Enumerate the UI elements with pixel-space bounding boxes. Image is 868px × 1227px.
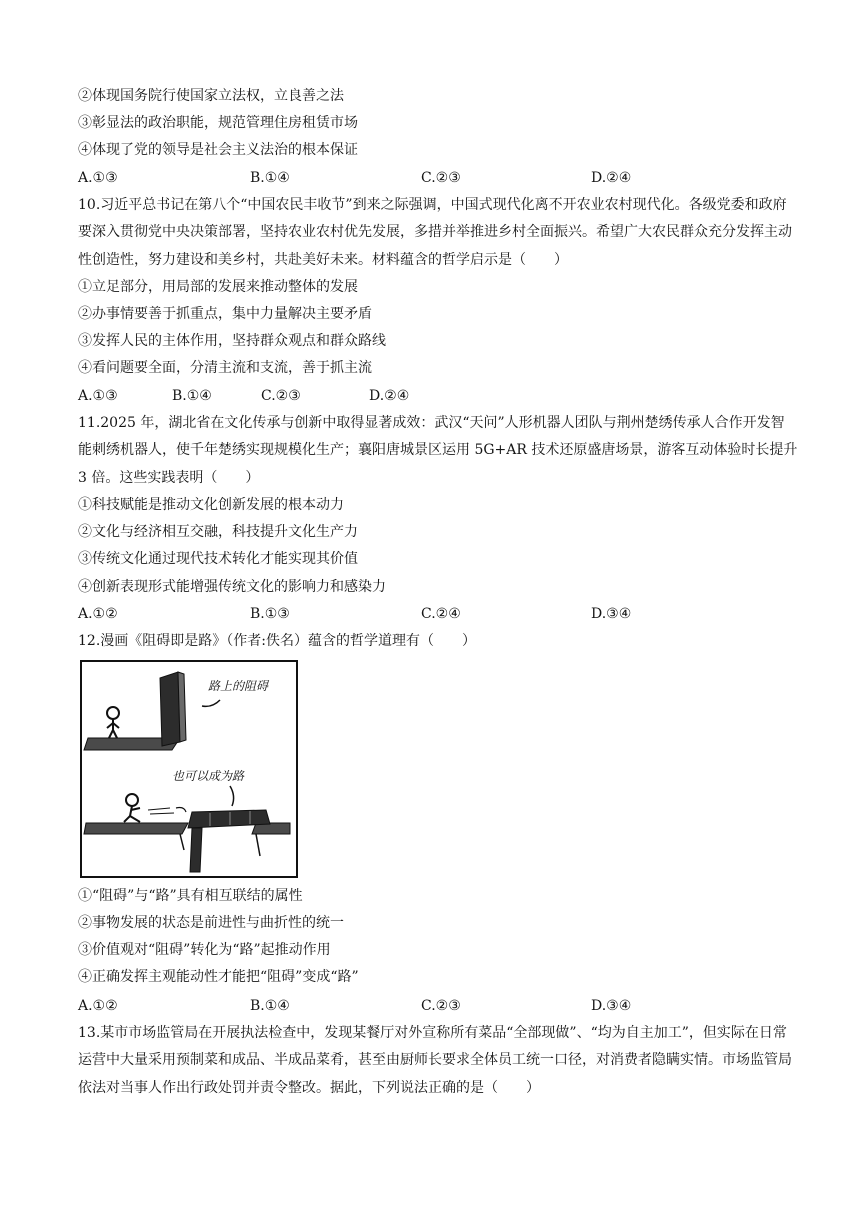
q11-option-d: D.③④ (591, 606, 632, 622)
q11-stem: 11.2025 年，湖北省在文化传承与创新中取得显著成效：武汉“天问”人形机器人团队与荆州楚绣传承人合作开发智能刺绣机器人，使千年楚绣实现规模化生产；襄阳唐城景区运用 5G+AR 技术还原盛唐场景，游客互动体验时长提升 3 倍。这些实践表明（ ） (78, 415, 798, 486)
q9-options (78, 168, 798, 188)
q12-option-d: D.③④ (591, 998, 632, 1014)
q9-option-d: D.②④ (591, 170, 632, 186)
q9-option-b: B.①④ (250, 170, 290, 186)
q9-option-c: C.②③ (421, 170, 461, 186)
q10-stem: 10.习近平总书记在第八个“中国农民丰收节”到来之际强调，中国式现代化离不开农业农村现代化。各级党委和政府要深入贯彻党中央决策部署，坚持农业农村优先发展，多措并举推进乡村全面振兴。希望广大农民群众充分发挥主动性创造性，努力建设和美乡村，共赴美好未来。材料蕴含的哲学启示是（ ） (78, 197, 792, 268)
q10-options (78, 386, 798, 406)
q10-item-1: ①立足部分，用局部的发展来推动整体的发展 (78, 279, 358, 295)
q9-item-3: ③彰显法的政治职能，规范管理住房租赁市场 (78, 115, 358, 131)
q10-option-a: A.①③ (78, 388, 118, 404)
q11-option-b: B.①③ (250, 606, 290, 622)
q12-item-2: ②事物发展的状态是前进性与曲折性的统一 (78, 915, 344, 931)
q12-item-4: ④正确发挥主观能动性才能把“阻碍”变成“路” (78, 969, 359, 985)
q10-item-4: ④看问题要全面，分清主流和支流，善于抓主流 (78, 360, 372, 376)
q12-option-b: B.①④ (250, 998, 290, 1014)
q11-option-a: A.①② (78, 606, 118, 622)
q11-item-2: ②文化与经济相互交融，科技提升文化生产力 (78, 524, 358, 540)
q10-item-3: ③发挥人民的主体作用，坚持群众观点和群众路线 (78, 333, 386, 349)
lower-ground-left (84, 823, 188, 834)
q10-item-2: ②办事情要善于抓重点，集中力量解决主要矛盾 (78, 306, 372, 322)
q13-stem: 13.某市市场监管局在开展执法检查中，发现某餐厅对外宣称所有菜品“全部现做”、“均为自主加工”，但实际在日常运营中大量采用预制菜和成品、半成品菜肴，甚至由厨师长要求全体员工统一口径，对消费者隐瞒实情。市场监管局依法对当事人作出行政处罚并责令整改。据此，下列说法正确的是（ ） (78, 1025, 792, 1096)
q10-option-d: D.②④ (369, 388, 410, 404)
q12-stem: 12.漫画《阻碍即是路》（作者:佚名）蕴含的哲学道理有（ ） (78, 633, 476, 649)
q11-option-c: C.②④ (421, 606, 461, 622)
q12-item-1: ①“阻碍”与“路”具有相互联结的属性 (78, 888, 303, 904)
q10-option-c: C.②③ (261, 388, 301, 404)
wall-obstacle (160, 672, 180, 746)
caption-top: 路上的阻碍 (207, 679, 269, 693)
q11-item-3: ③传统文化通过现代技术转化才能实现其价值 (78, 551, 358, 567)
obstacle-road-cartoon (80, 660, 298, 878)
q9-option-a: A.①③ (78, 170, 118, 186)
q12-item-3: ③价值观对“阻碍”转化为“路”起推动作用 (78, 942, 331, 958)
q11-item-4: ④创新表现形式能增强传统文化的影响力和感染力 (78, 579, 386, 595)
caption-bottom: 也可以成为路 (171, 769, 245, 783)
q11-options (78, 604, 798, 624)
q12-option-a: A.①② (78, 998, 118, 1014)
q9-item-4: ④体现了党的领导是社会主义法治的根本保证 (78, 142, 358, 158)
q10-option-b: B.①④ (172, 388, 212, 404)
q9-item-2: ②体现国务院行使国家立法权，立良善之法 (78, 88, 344, 104)
q11-item-1: ①科技赋能是推动文化创新发展的根本动力 (78, 497, 344, 513)
q12-option-c: C.②③ (421, 998, 461, 1014)
q12-options (78, 996, 798, 1016)
